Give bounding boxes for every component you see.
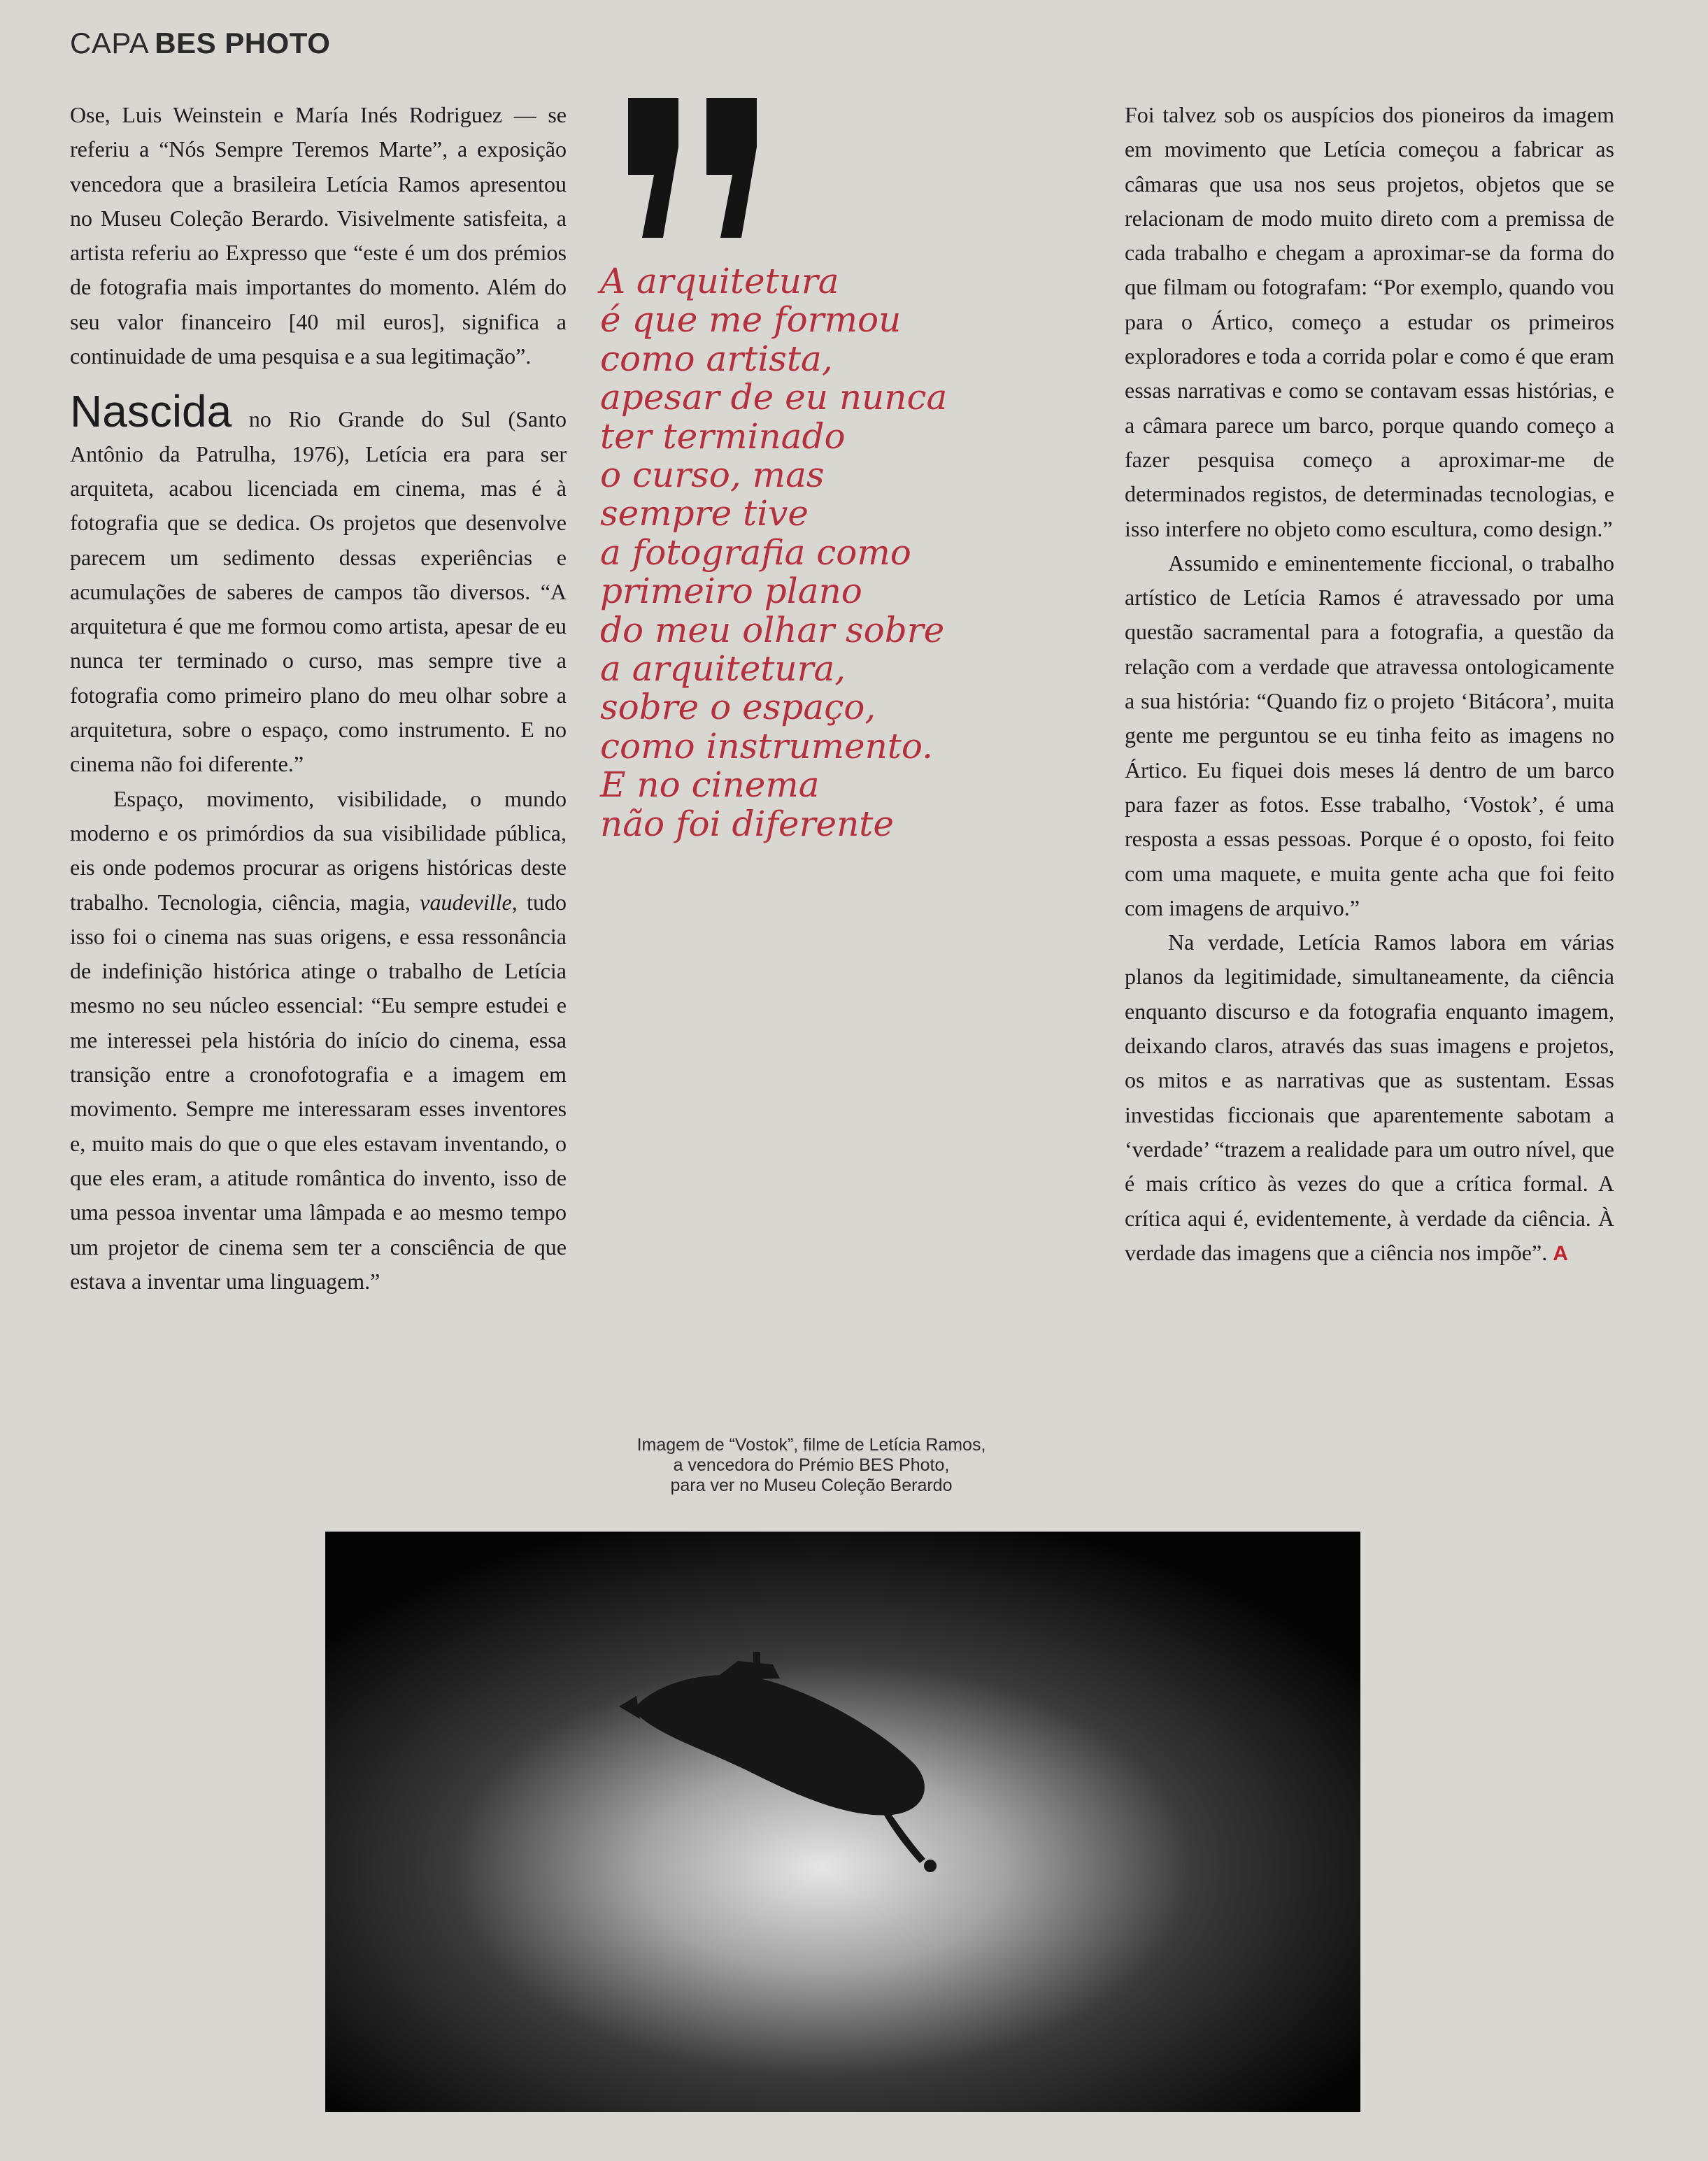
paragraph bbox=[70, 386, 567, 781]
pull-quote-line: do meu olhar sobre bbox=[600, 609, 945, 650]
paragraph: Foi talvez sob os auspícios dos pioneiros da imagem em movimento que Letícia começou a fabricar as câmaras que usa nos seus projetos, objetos que se relacionam de modo muito direto com a premissa de cada trabalho e chegam a aproximar-se da forma do que filmam ou fotografam: “Por exemplo, quando vou para o Ártico, começo a estudar os primeiros exploradores e toda a corrida polar e como é que eram essas narrativas e como se contavam essas histórias, e a câmara parece um barco, porque quando começo a fazer pesquisa começo a aproximar-me de determinados registos, de determinadas tecnologias, e isso interfere no objeto como escultura, como design.” bbox=[1125, 102, 1614, 541]
pull-quote-line: sempre tive bbox=[600, 493, 809, 534]
pull-quote bbox=[600, 262, 992, 843]
paragraph: Assumido e eminentemente ficcional, o trabalho artístico de Letícia Ramos é atravessado por uma questão sacramental para a fotografia, a questão da relação com a verdade que atravessa ontologicamente a sua história: “Quando fiz o projeto ‘Bitácora’, muita gente me perguntou se eu tinha feito as imagens no Ártico. Eu fiquei dois meses lá dentro de um barco para fazer as fotos. Esse trabalho, ‘Vostok’, é uma resposta a essas pessoas. Porque é o oposto, foi feito com uma maquete, e muita gente acha que foi feito com imagens de arquivo.” bbox=[1125, 550, 1614, 920]
pull-quote-line: não foi diferente bbox=[600, 803, 894, 844]
article-column-right bbox=[1125, 98, 1614, 1271]
pull-quote-line: é que me formou bbox=[600, 299, 902, 341]
paragraph-text: Espaço, movimento, visibilidade, o mundo moderno e os primórdios da sua visibilidade pública, eis onde podemos procurar as origens históricas deste trabalho. Tecnologia, ciência, magia, bbox=[70, 785, 567, 915]
section-header bbox=[70, 27, 330, 60]
pull-quote-line: apesar de eu nunca bbox=[600, 377, 948, 418]
quote-mark-icon bbox=[609, 91, 780, 262]
lead-word: Nascida bbox=[70, 386, 232, 437]
pull-quote-line: primeiro plano bbox=[600, 571, 862, 612]
article-column-left bbox=[70, 98, 567, 1299]
caption-line: Imagem de “Vostok”, filme de Letícia Ramos, bbox=[636, 1435, 986, 1455]
caption-line: para ver no Museu Coleção Berardo bbox=[670, 1476, 953, 1495]
pull-quote-line: sobre o espaço, bbox=[600, 687, 876, 728]
subsection-name: BES PHOTO bbox=[155, 27, 331, 59]
pull-quote-line: a arquitetura, bbox=[600, 648, 846, 690]
photo-caption bbox=[615, 1435, 1007, 1496]
paragraph bbox=[70, 782, 567, 1299]
section-name: CAPA bbox=[70, 27, 150, 59]
italic-term: vaudeville bbox=[420, 889, 512, 915]
pull-quote-line: a fotografia como bbox=[600, 532, 911, 573]
pull-quote-line: E no cinema bbox=[600, 764, 820, 806]
article-photo bbox=[325, 1532, 1360, 2112]
paragraph bbox=[1125, 925, 1614, 1271]
pull-quote-line: A arquitetura bbox=[600, 261, 839, 301]
paragraph: Ose, Luis Weinstein e María Inés Rodriguez — se referiu a “Nós Sempre Teremos Marte”, a exposição vencedora que a brasileira Letícia Ramos apresentou no Museu Coleção Berardo. Visivelmente satisfeita, a artista referiu ao Expresso que “este é um dos prémios de fotografia mais importantes do momento. Além do seu valor financeiro [40 mil euros], significa a continuidade de uma pesquisa e a sua legitimação”. bbox=[70, 102, 567, 369]
pull-quote-line: como instrumento. bbox=[600, 725, 933, 766]
paragraph-text: , tudo isso foi o cinema nas suas origens, e essa ressonância de indefinição histórica atinge o trabalho de Letícia mesmo no seu núcleo essencial: “Eu sempre estudei e me interessei pela história do início do cinema, essa transição entre a cronofotografia e a imagem em movimento. Sempre me interessaram esses inventores e, muito mais do que o que eles estavam inventando, o que eles eram, a atitude romântica do invento, isso de uma pessoa inventar uma lâmpada e ao mesmo tempo um projetor de cinema sem ter a consciência de que estava a inventar uma linguagem.” bbox=[70, 889, 567, 1294]
pull-quote-line: o curso, mas bbox=[600, 455, 825, 496]
end-of-article-mark: A bbox=[1553, 1241, 1568, 1265]
caption-line: a vencedora do Prémio BES Photo, bbox=[673, 1455, 950, 1475]
pull-quote-line: ter terminado bbox=[600, 415, 846, 457]
pull-quote-line: como artista, bbox=[600, 338, 833, 379]
paragraph-text: no Rio Grande do Sul (Santo Antônio da Patrulha, 1976), Letícia era para ser arquiteta, acabou licenciada em cinema, mas é à fotografia que se dedica. Os projetos que desenvolve parecem um sedimento dessas experiências e acumulações de saberes de campos tão diversos. “A arquitetura é que me formou como artista, apesar de eu nunca ter terminado o curso, mas sempre tive a fotografia como primeiro plano do meu olhar sobre a arquitetura, sobre o espaço, como instrumento. E no cinema não foi diferente.” bbox=[70, 406, 567, 777]
paragraph-text: Na verdade, Letícia Ramos labora em várias planos da legitimidade, simultaneamente, da ciência enquanto discurso e da fotografia enquanto imagem, deixando claros, através das suas imagens e projetos, os mitos e as narrativas que as sustentam. Essas investidas ficcionais que aparentemente sabotam a ‘verdade’ “trazem a realidade para um outro nível, que é mais crítico às vezes do que a crítica formal. A crítica aqui é, evidentemente, à verdade da ciência. À verdade das imagens que a ciência nos impõe”. bbox=[1125, 929, 1614, 1265]
